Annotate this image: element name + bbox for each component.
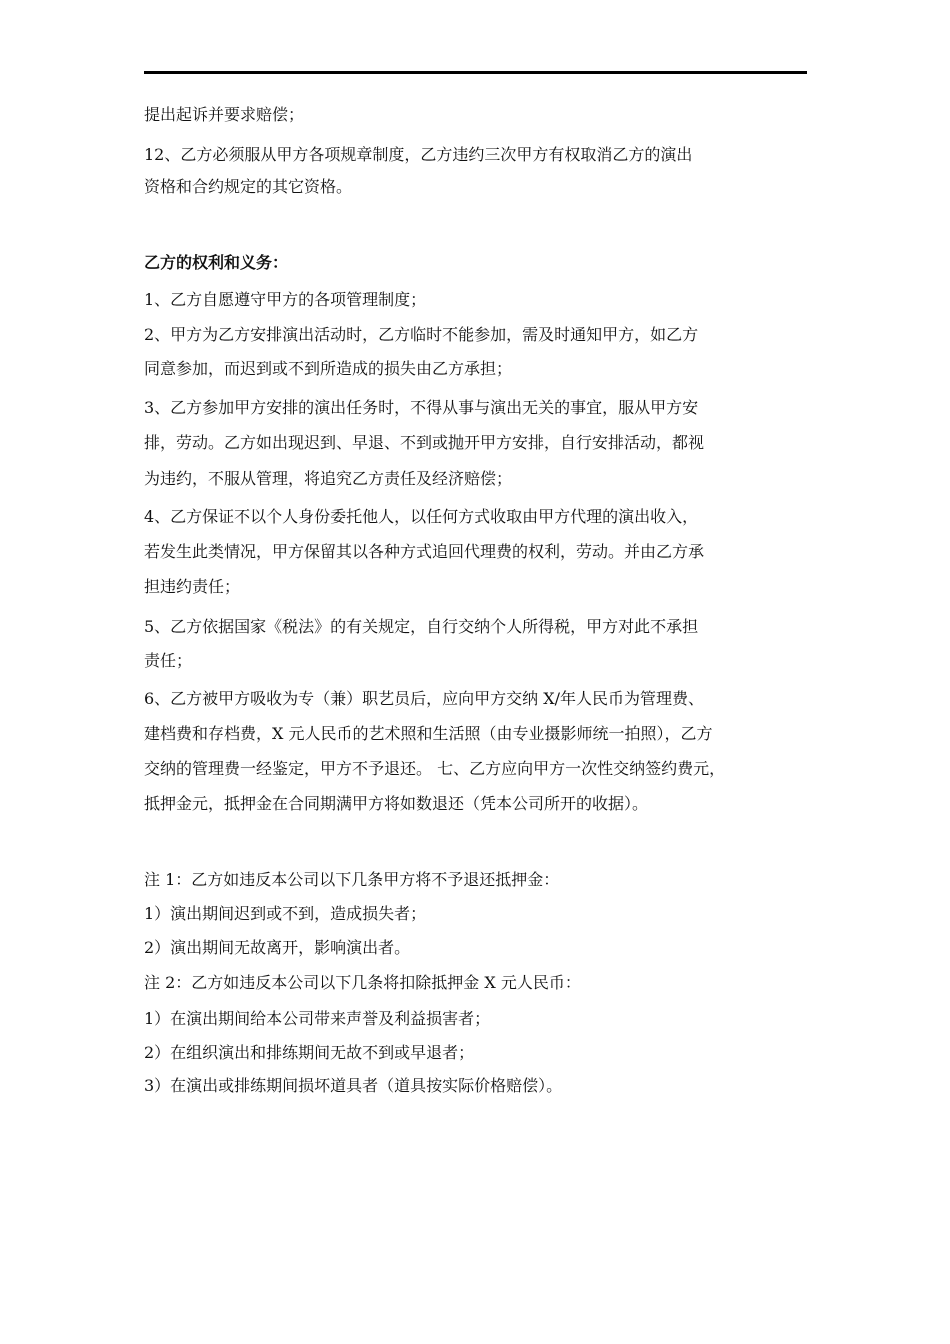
text-line: 2）在组织演出和排练期间无故不到或早退者； [144, 1043, 475, 1062]
text-line: 若发生此类情况，甲方保留其以各种方式追回代理费的权利，劳动。并由乙方承 [144, 542, 705, 561]
text-line: 1）演出期间迟到或不到，造成损失者； [144, 904, 427, 923]
text-line: 2、甲方为乙方安排演出活动时，乙方临时不能参加，需及时通知甲方，如乙方 [144, 325, 699, 344]
header-rule [144, 71, 807, 74]
text-line: 提出起诉并要求赔偿； [144, 105, 305, 124]
text-line: 交纳的管理费一经鉴定，甲方不予退还。 七、乙方应向甲方一次性交纳签约费元， [144, 759, 726, 778]
note-line: 注 1：乙方如违反本公司以下几条甲方将不予退还抵押金： [144, 870, 560, 889]
text-line: 2）演出期间无故离开，影响演出者。 [144, 938, 411, 957]
section-heading: 乙方的权利和义务： [144, 253, 289, 272]
text-line: 担违约责任； [144, 577, 241, 596]
text-line: 1、乙方自愿遵守甲方的各项管理制度； [144, 290, 427, 309]
text-line: 12、乙方必须服从甲方各项规章制度，乙方违约三次甲方有权取消乙方的演出 [144, 145, 693, 164]
text-line: 3）在演出或排练期间损坏道具者（道具按实际价格赔偿）。 [144, 1076, 563, 1095]
text-line: 责任； [144, 651, 193, 670]
text-line: 3、乙方参加甲方安排的演出任务时，不得从事与演出无关的事宜，服从甲方安 [144, 398, 699, 417]
note-line: 注 2：乙方如违反本公司以下几条将扣除抵押金 X 元人民币： [144, 973, 581, 992]
text-line: 4、乙方保证不以个人身份委托他人，以任何方式收取由甲方代理的演出收入， [144, 507, 699, 526]
text-line: 6、乙方被甲方吸收为专（兼）职艺员后，应向甲方交纳 X/年人民币为管理费、 [144, 689, 705, 708]
text-line: 同意参加，而迟到或不到所造成的损失由乙方承担； [144, 359, 513, 378]
text-line: 为违约，不服从管理，将追究乙方责任及经济赔偿； [144, 469, 513, 488]
text-line: 建档费和存档费，X 元人民币的艺术照和生活照（由专业摄影师统一拍照），乙方 [144, 724, 713, 743]
text-line: 资格和合约规定的其它资格。 [144, 177, 353, 196]
text-line: 1）在演出期间给本公司带来声誉及利益损害者； [144, 1009, 491, 1028]
text-line: 5、乙方依据国家《税法》的有关规定，自行交纳个人所得税，甲方对此不承担 [144, 617, 699, 636]
text-line: 排，劳动。乙方如出现迟到、早退、不到或抛开甲方安排，自行安排活动，都视 [144, 433, 705, 452]
text-line: 抵押金元，抵押金在合同期满甲方将如数退还（凭本公司所开的收据）。 [144, 794, 649, 813]
